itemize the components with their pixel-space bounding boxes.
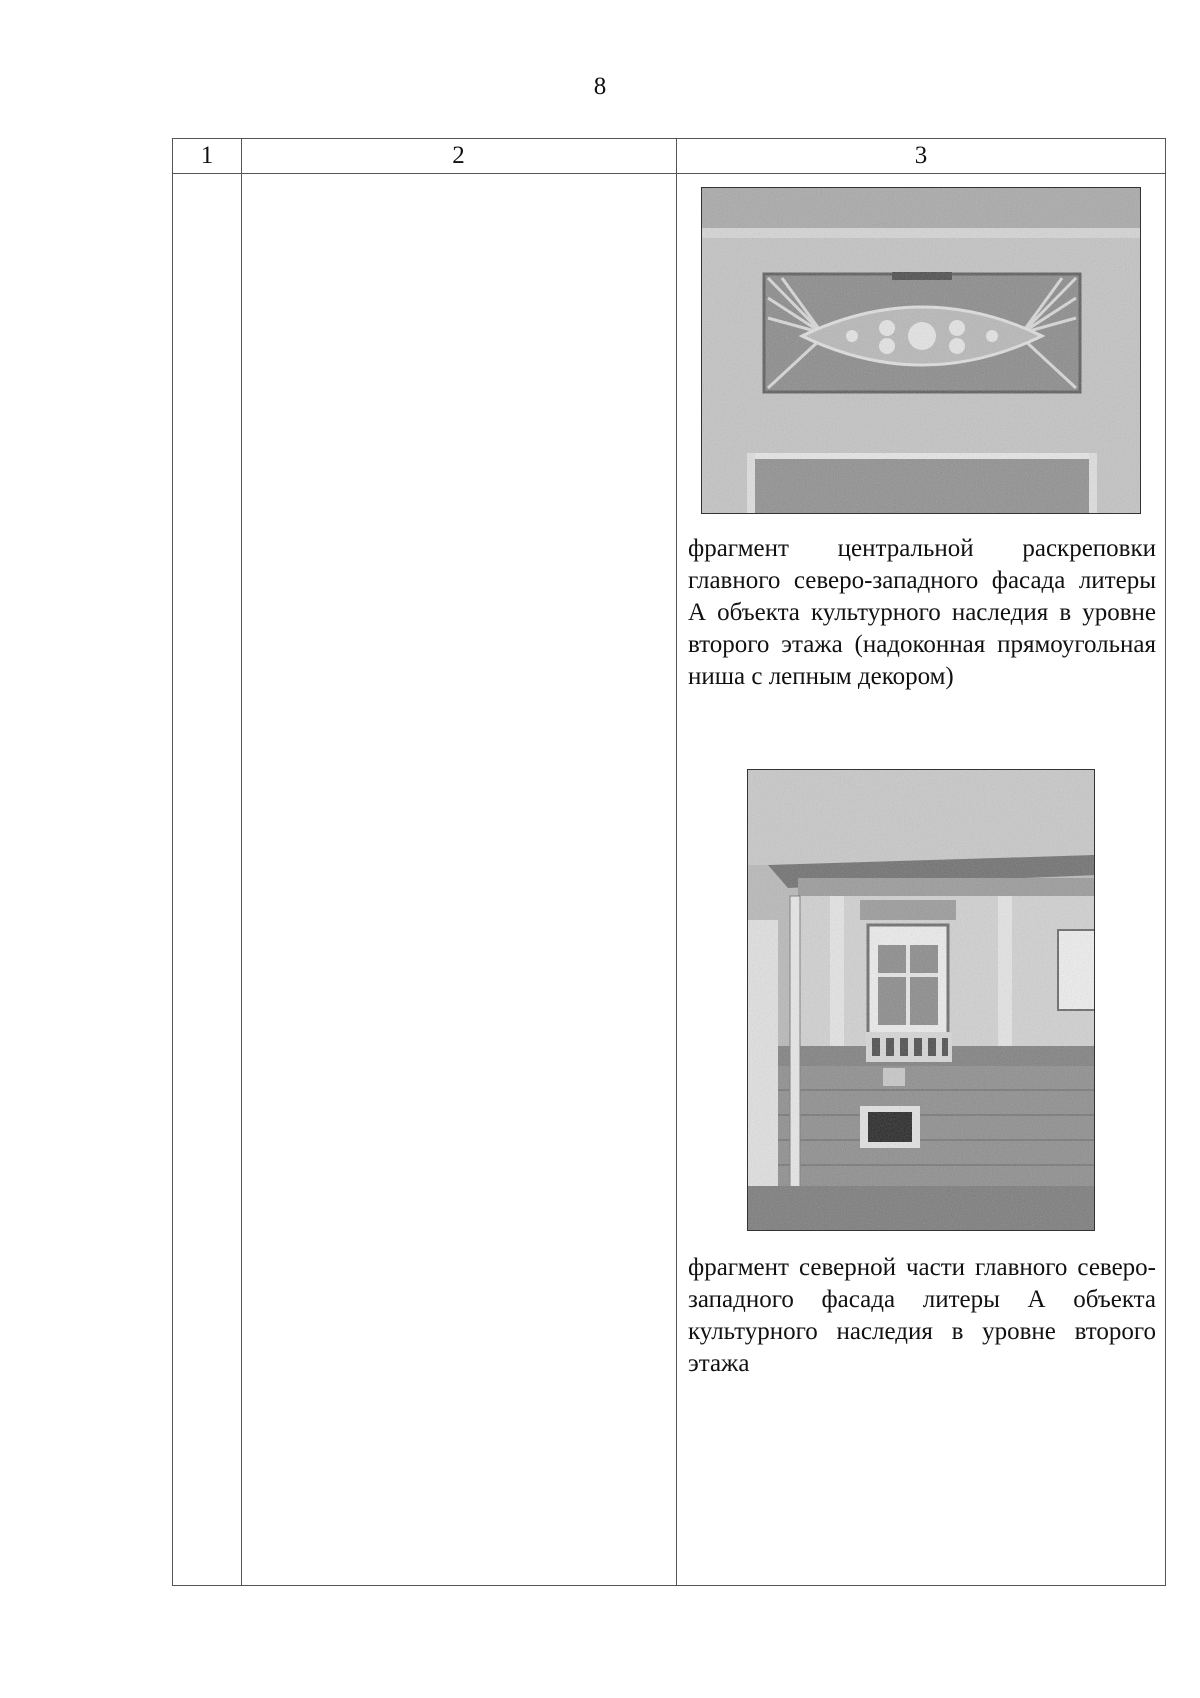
cell-column-1 [173, 175, 241, 1583]
column-divider-2 [676, 139, 677, 1585]
decorative-relief-photo [701, 187, 1141, 514]
column-divider-1 [241, 139, 242, 1585]
page-number: 8 [593, 73, 607, 100]
cell-column-2 [243, 175, 675, 1583]
attribute-table [172, 138, 1166, 1586]
column-header-3: 3 [914, 142, 928, 169]
photo-caption-2: фрагмент северной части главного северо-западного фасада литеры А объекта культурного наследия в уровне второго этажа [688, 1254, 1156, 1377]
facade-photo [747, 769, 1095, 1231]
photo-caption-1: фрагмент центральной раскреповки главного северо-западного фасада литеры А объекта культурного наследия в уровне второго этажа (надоконная прямоугольная ниша с лепным декором) [688, 535, 1156, 690]
column-header-2: 2 [452, 142, 465, 169]
header-divider [173, 173, 1165, 174]
column-header-1: 1 [200, 142, 214, 169]
